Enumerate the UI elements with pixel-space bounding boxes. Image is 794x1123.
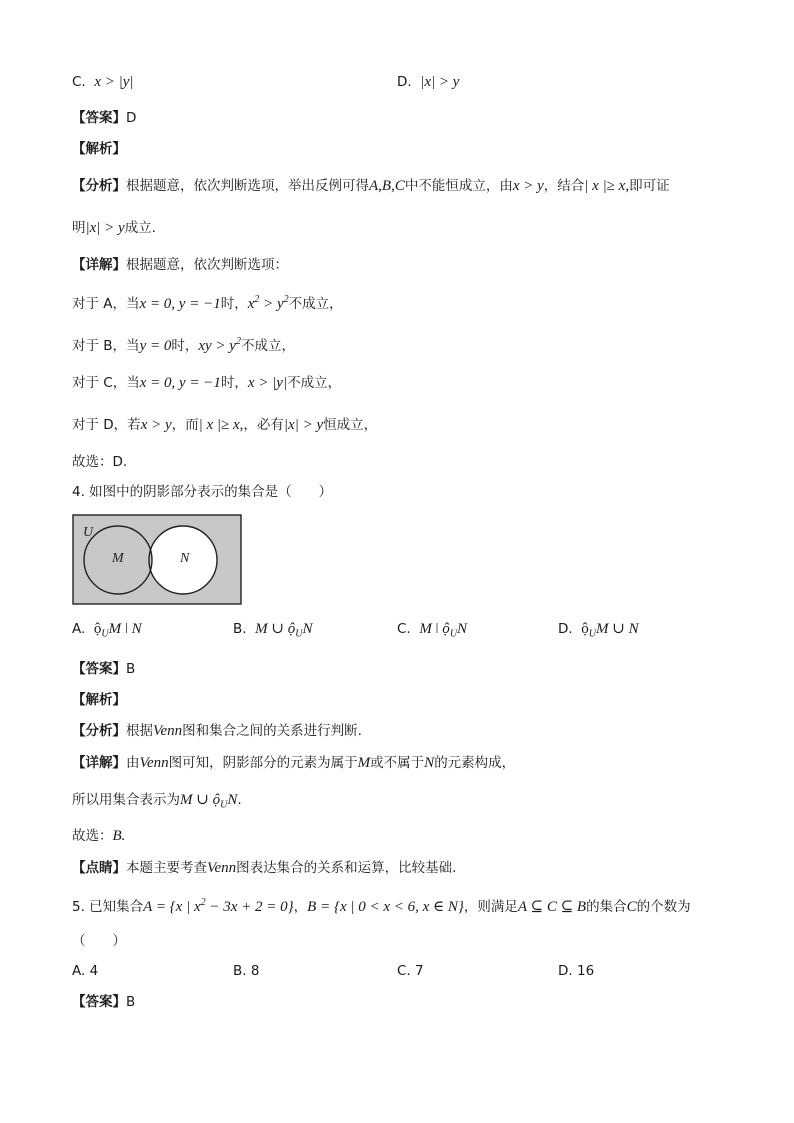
text: 对于 D，若: [72, 417, 141, 433]
text: 不成立，: [240, 338, 295, 354]
text: ，而: [171, 417, 199, 433]
answer-tag: 【答案】: [72, 661, 126, 677]
complement-glyph: ộ: [93, 621, 102, 637]
q5-option-c: C. 7: [397, 963, 424, 979]
text: 时，: [220, 296, 248, 312]
math-var: xy > y: [198, 338, 236, 354]
math-expr: | x |≥ x,: [198, 417, 244, 433]
complement-glyph: ộ: [581, 621, 589, 637]
q4-answer: [72, 659, 135, 679]
exponent: 2: [283, 294, 289, 305]
q5-option-a: A. 4: [72, 963, 99, 979]
text: 故选：: [72, 828, 113, 844]
text: ，必有: [243, 417, 284, 433]
math-var: x: [247, 296, 255, 312]
q5-answer: [72, 992, 135, 1012]
text: 明: [72, 220, 86, 236]
math-expr: [248, 296, 289, 312]
math-var: − 3x + 2 = 0}: [205, 899, 294, 915]
text: ，: [293, 899, 308, 915]
q3-case-d: [72, 415, 377, 435]
math-expr: x = 0, y = −1: [139, 375, 221, 391]
q4-choose: [72, 826, 125, 846]
option-label: A.: [72, 621, 86, 637]
section-tag: 【点睛】: [72, 860, 126, 876]
math-expr: x > y: [140, 417, 172, 433]
label-u: U: [83, 525, 94, 540]
text: 由: [126, 755, 140, 771]
math-expr: x > |y|: [247, 375, 288, 391]
q3-answer: [72, 108, 136, 128]
math-expr: [198, 338, 241, 354]
subscript: U: [588, 628, 597, 640]
math-expr: M ǀ N: [108, 621, 142, 637]
text: 成立.: [124, 220, 156, 236]
math-expr: M ∪ N: [596, 621, 639, 637]
q4-stem: 4. 如图中的阴影部分表示的集合是（ ）: [72, 484, 333, 500]
exponent: 2: [235, 336, 241, 347]
q4-option-d: [558, 619, 639, 645]
text: 所以用集合表示为: [72, 792, 180, 808]
math-expr: A,B,C: [369, 178, 405, 194]
text: 或不属于: [370, 755, 425, 771]
exponent: 2: [200, 897, 206, 908]
text: ，结合: [543, 178, 585, 194]
math-expr: Venn: [153, 723, 183, 739]
q3-jiexi-tag: 【解析】: [72, 141, 126, 157]
q4-option-a: [72, 619, 142, 645]
math-expr: M ∪ ộ: [255, 621, 296, 637]
q4-set-expr: [72, 790, 242, 816]
venn-diagram: [72, 514, 244, 606]
math-expr: [143, 899, 293, 915]
text: 图和集合之间的关系进行判断.: [182, 723, 362, 739]
q3-case-b: [72, 332, 295, 356]
q3-case-c: [72, 373, 341, 393]
option-label: D.: [558, 621, 573, 637]
section-tag: 【分析】: [72, 723, 126, 739]
answer-value: B: [126, 661, 136, 677]
text: ，则满足: [463, 899, 518, 915]
math-expr: y = 0: [139, 338, 172, 354]
answer-value: B: [126, 994, 136, 1010]
math-expr: C: [626, 899, 637, 915]
section-tag: 【详解】: [72, 257, 126, 273]
option-label: D.: [397, 74, 412, 90]
q3-fenxi-cont: [72, 218, 156, 238]
math-expr: M ∪ ộ: [180, 792, 221, 808]
subscript: U: [449, 628, 458, 640]
math-expr: M: [357, 755, 371, 771]
math-var: A = {x | x: [143, 899, 201, 915]
text: 根据题意，依次判断选项，举出反例可得: [126, 178, 369, 194]
answer-value: D: [126, 110, 137, 126]
exponent: 2: [254, 294, 260, 305]
answer-tag: 【答案】: [72, 110, 126, 126]
math-expr: B.: [112, 828, 126, 844]
math-expr: B = {x | 0 < x < 6, x ∈ N}: [307, 899, 464, 915]
text: 图表达集合的关系和运算，比较基础.: [236, 860, 457, 876]
section-tag: 【详解】: [72, 755, 126, 771]
q4-dianjing: [72, 858, 456, 878]
text: 的集合: [586, 899, 627, 915]
math-expr: N: [424, 755, 435, 771]
label-n: N: [180, 551, 190, 566]
math-expr: N: [227, 792, 238, 808]
option-label: C.: [72, 74, 86, 90]
q4-option-c: [397, 619, 467, 645]
q3-option-c: [72, 72, 134, 92]
text: 对于 A，当: [72, 296, 140, 312]
math-expr: Venn: [139, 755, 169, 771]
text: 的个数为: [636, 899, 691, 915]
q4-option-b: [233, 619, 312, 645]
math-var: > y: [259, 296, 284, 312]
q4-fenxi: [72, 721, 362, 741]
text: 不成立，: [287, 375, 342, 391]
text: 图可知，阴影部分的元素为属于: [168, 755, 358, 771]
text: 对于 C，当: [72, 375, 140, 391]
q5-option-d: D. 16: [558, 963, 595, 979]
answer-tag: 【答案】: [72, 994, 126, 1010]
math-expr: N: [302, 621, 313, 637]
text: 本题主要考查: [126, 860, 207, 876]
math-expr: x = 0, y = −1: [139, 296, 221, 312]
text: 5. 已知集合: [72, 899, 144, 915]
math-expr: N: [457, 621, 468, 637]
q5-option-b: B. 8: [233, 963, 260, 979]
q4-xiangjie: [72, 753, 515, 773]
q3-case-a: [72, 290, 343, 314]
q3-choose: 故选：D.: [72, 454, 128, 470]
text: 恒成立，: [323, 417, 378, 433]
text: 根据题意，依次判断选项：: [126, 257, 288, 273]
q5-paren: （ ）: [72, 933, 126, 949]
section-tag: 【分析】: [72, 178, 126, 194]
label-m: M: [112, 551, 124, 566]
text: 对于 B，当: [72, 338, 140, 354]
text: 中不能恒成立，由: [404, 178, 513, 194]
math-expr: |x| > y: [420, 74, 460, 90]
subscript: U: [220, 799, 228, 811]
option-label: C.: [397, 621, 411, 637]
math-expr: x > |y|: [94, 74, 134, 90]
math-expr: |x| > y: [85, 220, 125, 236]
text: .: [237, 792, 242, 808]
math-expr: Venn: [207, 860, 237, 876]
math-expr: | x |≥ x,: [584, 178, 630, 194]
text: 不成立，: [288, 296, 343, 312]
q4-jiexi-tag: 【解析】: [72, 692, 126, 708]
subscript: U: [101, 628, 109, 640]
q3-fenxi: [72, 176, 670, 196]
math-expr: x > y: [512, 178, 544, 194]
math-expr: M ǀ ộ: [419, 621, 450, 637]
text: 根据: [126, 723, 153, 739]
text: 时，: [171, 338, 199, 354]
text: 的元素构成，: [434, 755, 516, 771]
text: 即可证: [629, 178, 670, 194]
option-label: B.: [233, 621, 247, 637]
q5-stem: [72, 893, 691, 917]
text: 时，: [220, 375, 248, 391]
subscript: U: [295, 628, 303, 640]
math-expr: |x| > y: [283, 417, 324, 433]
q3-xiangjie: [72, 255, 288, 275]
math-expr: A ⊆ C ⊆ B: [517, 899, 587, 915]
q3-option-d: [397, 72, 459, 92]
